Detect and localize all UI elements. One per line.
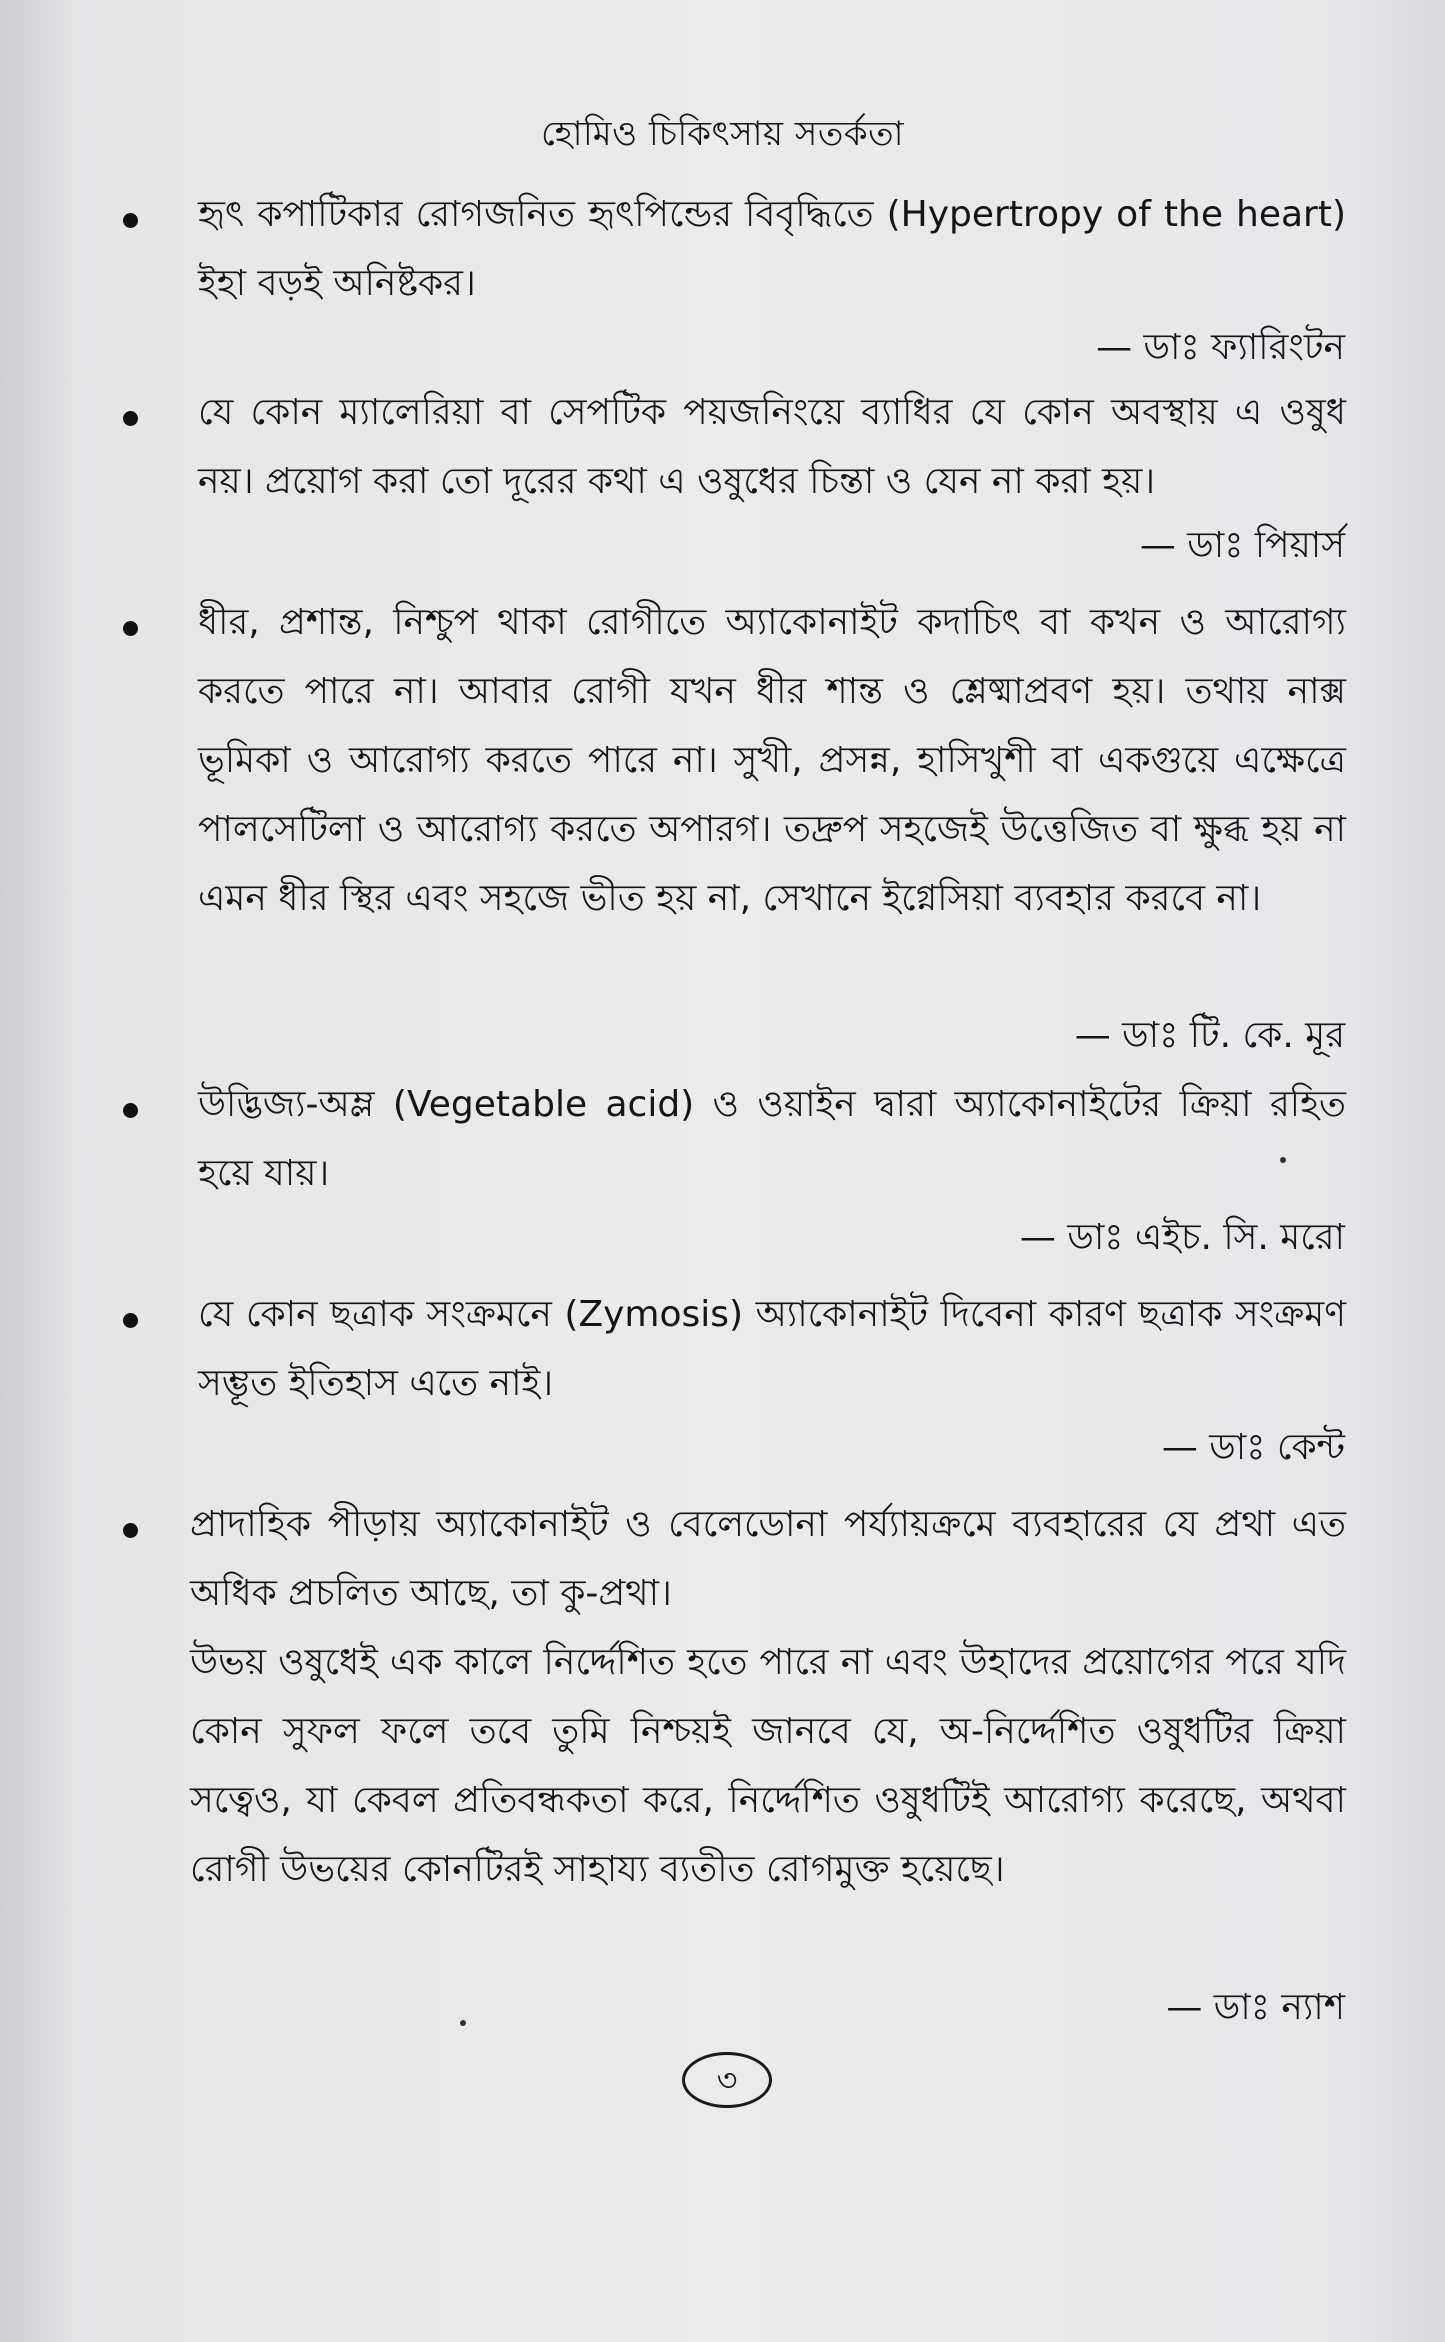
entry-text: হৃৎ কপাটিকার রোগজনিত হৃৎপিন্ডের বিবৃদ্ধিতে (Hypertropy of the heart) ইহা বড়ই অনিষ্টকর।	[198, 194, 1346, 304]
entry-text: উদ্ভিজ্য-অম্ল (Vegetable acid) ও ওয়াইন দ্বারা অ্যাকোনাইটের ক্রিয়া রহিত হয়ে যায়।	[198, 1084, 1346, 1194]
attribution: — ডাঃ টি. কে. মূর	[1074, 1015, 1345, 1056]
ink-speck	[1280, 1157, 1286, 1163]
entry-text: প্রাদাহিক পীড়ায় অ্যাকোনাইট ও বেলেডোনা পর্য্যায়ক্রমে ব্যবহারের যে প্রথা এত অধিক প্রচলিত আছে, তা কু-প্রথা।	[190, 1504, 1346, 1614]
attribution: — ডাঃ ফ্যারিংটন	[1096, 327, 1345, 368]
entry-text: যে কোন ছত্রাক সংক্রমনে (Zymosis) অ্যাকোনাইট দিবেনা কারণ ছত্রাক সংক্রমণ সম্ভূত ইতিহাস এতে নাই।	[198, 1294, 1346, 1404]
bullet-icon	[123, 621, 138, 636]
ink-speck	[460, 2020, 466, 2026]
entry-continuation: উভয় ওষুধেই এক কালে নির্দ্দেশিত হতে পারে না এবং উহাদের প্রয়োগের পরে যদি কোন সুফল ফলে তবে তুমি নিশ্চয়ই জানবে যে, অ-নির্দ্দেশিত ওষুধটির ক্রিয়া সত্বেও, যা কেবল প্রতিবন্ধকতা করে, নির্দ্দেশিত ওষুধটিই আরোগ্য করেছে, অথবা রোগী উভয়ের কোনটিরই সাহায্য ব্যতীত রোগমুক্ত হয়েছে।	[190, 1642, 1346, 1890]
bullet-icon	[123, 411, 138, 426]
bullet-icon	[123, 1103, 138, 1118]
bullet-icon	[123, 1523, 138, 1538]
attribution: — ডাঃ ন্যাশ	[1166, 1987, 1345, 2028]
entry-text: ধীর, প্রশান্ত, নিশ্চুপ থাকা রোগীতে অ্যাকোনাইট কদাচিৎ বা কখন ও আরোগ্য করতে পারে না। আবার রোগী যখন ধীর শান্ত ও শ্লেষ্মাপ্রবণ হয়। তথায় নাক্স ভূমিকা ও আরোগ্য করতে পারে না। সুখী, প্রসন্ন, হাসিখুশী বা একগুয়ে এক্ষেত্রে পালসেটিলা ও আরোগ্য করতে অপারগ। তদ্রুপ সহজেই উত্তেজিত বা ক্ষুব্ধ হয় না এমন ধীর স্থির এবং সহজে ভীত হয় না, সেখানে ইগ্নেসিয়া ব্যবহার করবে না।	[198, 602, 1346, 919]
attribution: — ডাঃ এইচ. সি. মরো	[1019, 1217, 1345, 1258]
bullet-icon	[123, 213, 138, 228]
attribution: — ডাঃ পিয়ার্স	[1139, 525, 1345, 566]
attribution: — ডাঃ কেন্ট	[1161, 1427, 1345, 1468]
bullet-icon	[123, 1313, 138, 1328]
running-head: হোমিও চিকিৎসায় সতর্কতা	[540, 114, 904, 154]
entry-text: যে কোন ম্যালেরিয়া বা সেপটিক পয়জনিংয়ে ব্যাধির যে কোন অবস্থায় এ ওষুধ নয়। প্রয়োগ করা তো দূরের কথা এ ওষুধের চিন্তা ও যেন না করা হয়।	[198, 392, 1346, 502]
page-number: ৩	[682, 2052, 772, 2108]
